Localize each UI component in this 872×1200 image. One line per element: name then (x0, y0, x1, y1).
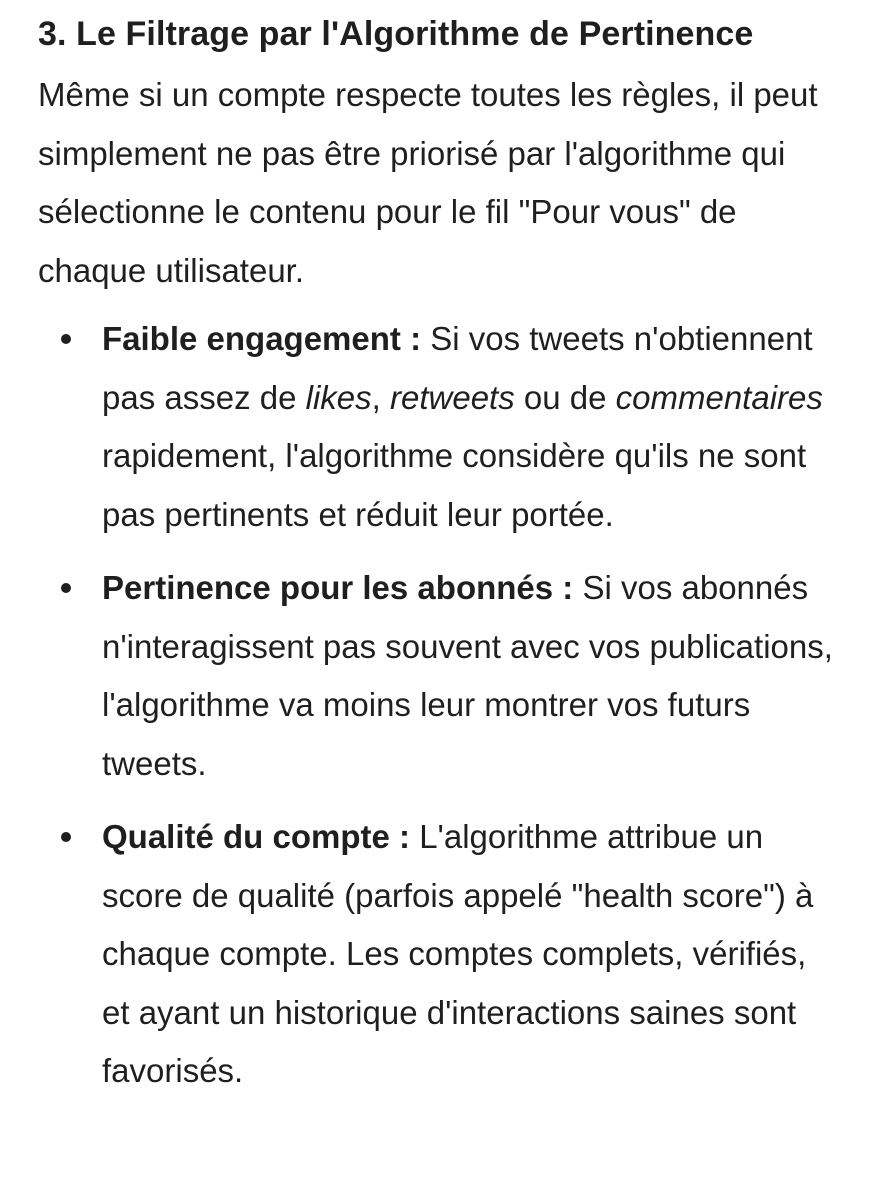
bullet-emphasis: commentaires (615, 378, 823, 416)
bullet-emphasis: retweets (390, 378, 515, 416)
bullet-icon (61, 583, 71, 593)
intro-paragraph: Même si un compte respecte toutes les règles, il peut simplement ne pas être priorisé par l'algorithme qui sélectionne le contenu pour le fil "Pour vous" de chaque utilisateur. (38, 76, 818, 289)
list-item-qualite (38, 808, 842, 1101)
bullet-text: , (371, 378, 390, 416)
bullet-text: rapidement, l'algorithme considère qu'ils ne sont pas pertinents et réduit leur portée. (102, 437, 807, 533)
list-item-pertinence (38, 559, 842, 793)
list-item-engagement (38, 310, 842, 544)
section-heading: 3. Le Filtrage par l'Algorithme de Pertinence (38, 15, 754, 53)
bullet-text: Si vos abonnés n'interagissent pas souvent avec vos publications, l'algorithme va moins leur montrer vos futurs tweets. (102, 569, 833, 782)
bullet-term: Pertinence pour les abonnés : (102, 569, 574, 606)
bullet-list (38, 310, 842, 1101)
bullet-text: ou de (514, 378, 616, 416)
bullet-icon (61, 334, 71, 344)
bullet-text: Si vos tweets n'obtiennent pas assez de (102, 320, 813, 416)
bullet-term: Faible engagement : (102, 320, 422, 357)
bullet-emphasis: likes (305, 378, 372, 416)
bullet-text: L'algorithme attribue un score de qualité (parfois appelé "health score") à chaque compte. Les comptes complets, vérifiés, et ayant un historique d'interactions saines sont favorisés. (102, 818, 814, 1089)
bullet-term: Qualité du compte : (102, 818, 411, 855)
bullet-icon (61, 832, 71, 842)
